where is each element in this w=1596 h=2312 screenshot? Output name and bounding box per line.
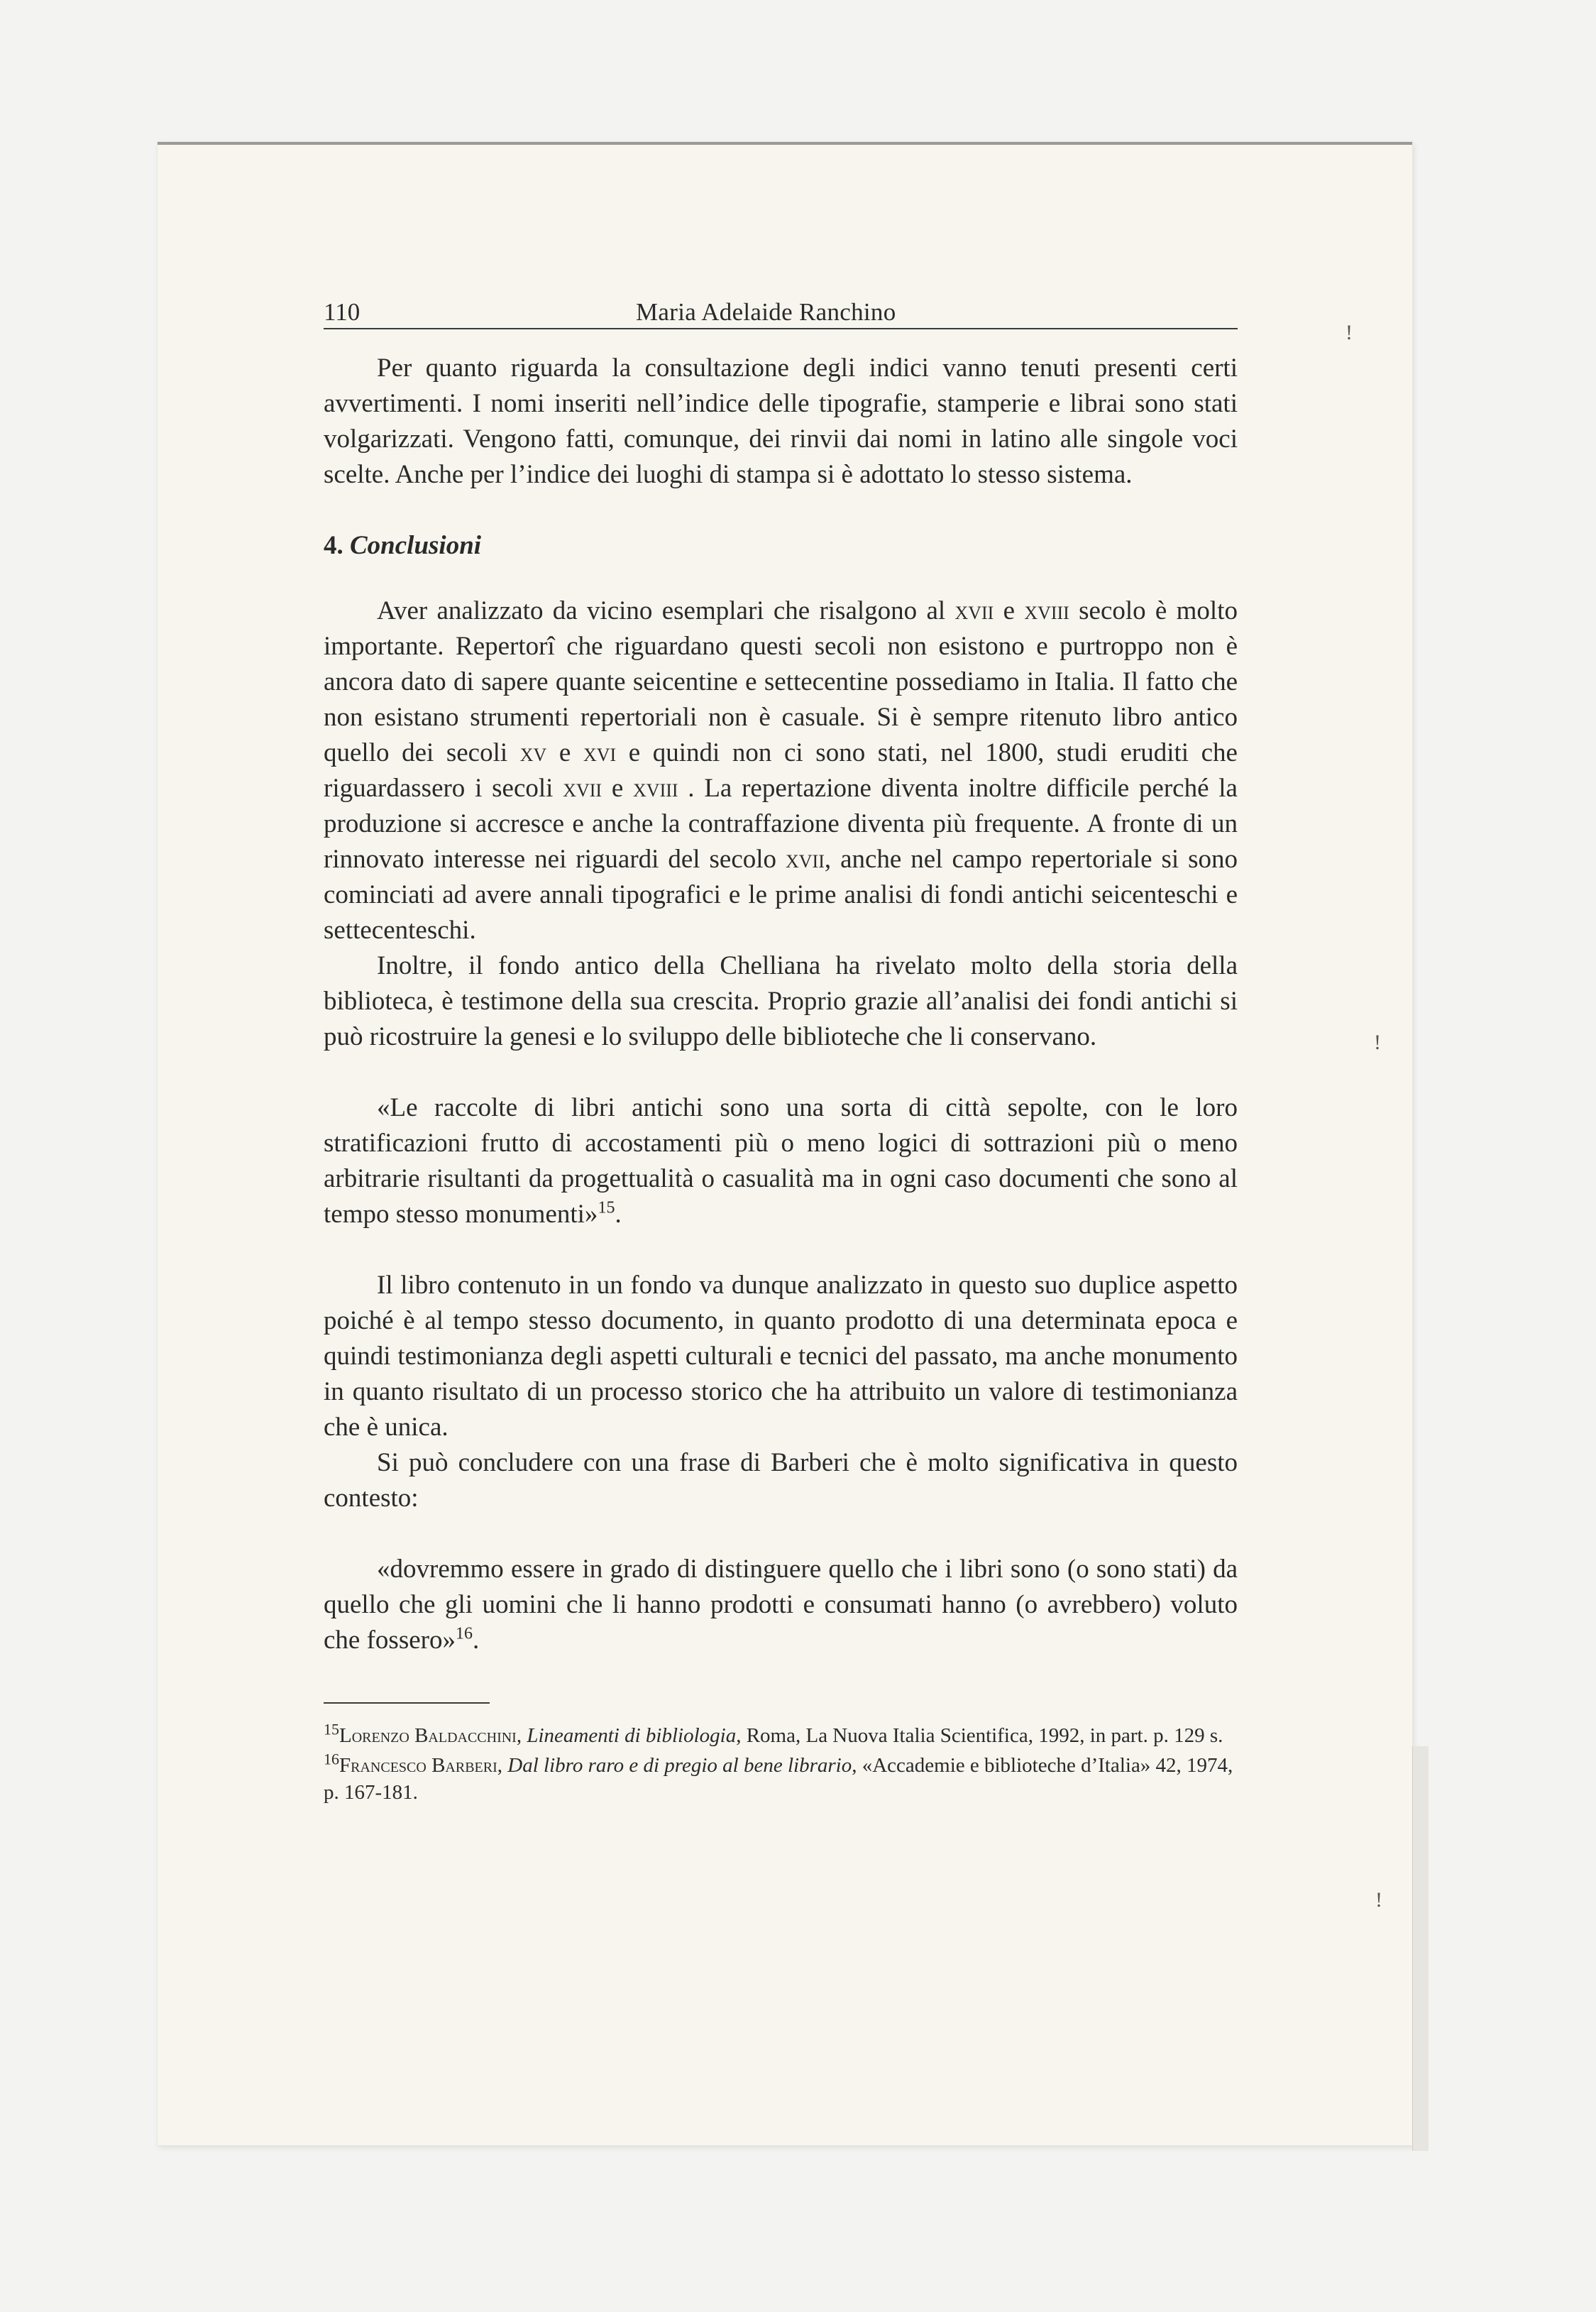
margin-mark-1: ! [1345,321,1353,344]
page-number: 110 [324,298,361,326]
paragraph-indices: Per quanto riguarda la consultazione degli indici vanno tenuti presenti certi avvertimenti. I nomi inseriti nell’indice delle tipografie, stamperie e librai sono stati volgarizzati. Vengono fatti, comunque, dei rinvii dai nomi in latino alle singole voci scelte. Anche per l’indice dei luoghi di stampa si è adottato lo stesso sistema. [324,354,1238,489]
body-text [324,351,1238,1658]
paragraph-analysis: Aver analizzato da vicino esemplari che risalgono al xvii e xviii secolo è molto importante. Repertorî che riguardano questi secoli non esistono e purtroppo non è ancora dato di sapere quante seicentine e settecentine possediamo in Italia. Il fatto che non esistano strumenti repertoriali non è casuale. Si è sempre ritenuto libro antico quello dei secoli xv e xvi e quindi non ci sono stati, nel 1800, studi eruditi che riguardassero i secoli xvii e xviii . La repertazione diventa inoltre difficile perché la produzione si accresce e anche la contraffazione diventa più frequente. A fronte di un rinnovato interesse nei riguardi del secolo xvii, anche nel campo repertoriale si sono cominciati ad avere annali tipografici e le prime analisi di fondi antichi seicenteschi e settecenteschi. [324,596,1238,945]
footnote-rule [324,1702,490,1704]
footnotes [324,1722,1238,1806]
quote-barberi: «dovremmo essere in grado di distinguere quello che i libri sono (o sono stati) da quello che gli uomini che li hanno prodotti e consumati hanno (o avrebbero) voluto che fossero»$^{16}$. [324,1555,1238,1655]
quote-baldacchini: «Le raccolte di libri antichi sono una sorta di città sepolte, con le loro stratificazioni frutto di accostamenti più o meno logici di sottrazioni più o meno arbitrarie risultanti da progettualità o casualità ma in ogni caso documenti che sono al tempo stesso monumenti»$^{15}$. [324,1093,1238,1229]
margin-mark-3: ! [1375,1888,1382,1912]
section-title: Conclusioni [350,531,482,560]
section-heading [324,528,1238,564]
footnote-ref-16[interactable]: 16 [455,1624,473,1643]
running-header [324,292,1238,329]
footnote-15: $^{15}$Lorenzo Baldacchini, Lineamenti di bibliologia, Roma, La Nuova Italia Scientifica, 1992, in part. p. 129 s. [324,1720,1223,1747]
paragraph-barberi-intro: Si può concludere con una frase di Barberi che è molto significativa in questo contesto: [324,1448,1238,1513]
header-author: Maria Adelaide Ranchino [636,298,896,326]
section-number: 4. [324,531,343,560]
page-content [324,292,1238,1809]
paragraph-chelliana: Inoltre, il fondo antico della Chelliana ha rivelato molto della storia della biblioteca, è testimone della sua crescita. Proprio grazie all’analisi dei fondi antichi si può ricostruire la genesi e lo sviluppo delle biblioteche che li conservano. [324,951,1238,1051]
footnote-ref-15[interactable]: 15 [598,1198,615,1217]
margin-mark-2: ! [1374,1031,1381,1054]
footnote-16: $^{16}$Francesco Barberi, Dal libro raro e di pregio al bene librario, «Accademie e biblioteche d’Italia» 42, 1974, p. 167-181. [324,1750,1233,1804]
paragraph-document-monument: Il libro contenuto in un fondo va dunque analizzato in questo suo duplice aspetto poiché è al tempo stesso documento, in quanto prodotto di una determinata epoca e quindi testimonianza degli aspetti culturali e tecnici del passato, ma anche monumento in quanto risultato di un processo storico che ha attribuito un valore di testimonianza che è unica. [324,1271,1238,1442]
sheet-edge [1412,1746,1429,2151]
